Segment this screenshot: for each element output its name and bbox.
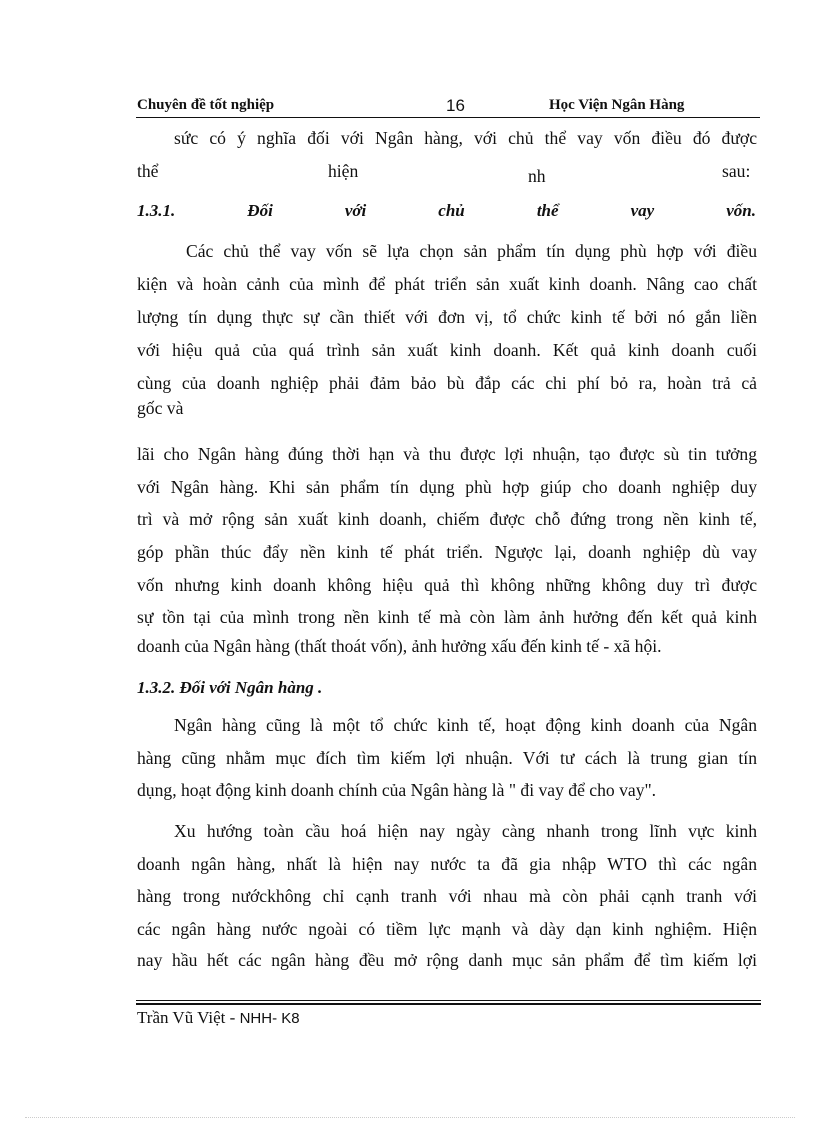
text-line: lượng tín dụng thực sự cần thiết với đơn vị, tổ chức kinh tế bởi nó gắn liền: [137, 307, 757, 327]
heading-word: 1.3.1.: [137, 201, 176, 220]
heading-word: chủ: [438, 201, 465, 220]
heading-word: với: [344, 201, 367, 220]
text-word: hiện: [328, 161, 359, 181]
text-line: Xu hướng toàn cầu hoá hiện nay ngày càng nhanh trong lĩnh vực kinh: [174, 821, 757, 841]
text-line: vốn nhưng kinh doanh không hiệu quả thì không những không duy trì được: [137, 575, 757, 595]
footer-rule: [136, 1000, 761, 1001]
heading-word: Đối: [247, 201, 273, 220]
text-word: nh: [528, 166, 546, 186]
section-heading-1-3-1: [137, 201, 756, 221]
text-line: cùng của doanh nghiệp phải đảm bảo bù đắp các chi phí bỏ ra, hoàn trả cả: [137, 373, 757, 393]
text-line: kiện và hoàn cảnh của mình để phát triển sản xuất kinh doanh. Nâng cao chất: [137, 274, 757, 294]
text-line: trì và mở rộng sản xuất kinh doanh, chiếm được chỗ đứng trong nền kinh tế,: [137, 509, 757, 529]
heading-word: thể: [536, 201, 559, 220]
footer-author-name: Trần Vũ Việt -: [137, 1008, 236, 1027]
heading-word: vay: [630, 201, 655, 220]
text-line: Ngân hàng cũng là một tổ chức kinh tế, hoạt động kinh doanh của Ngân: [174, 715, 757, 735]
text-line: sự tồn tại của mình trong nền kinh tế mà còn làm ảnh hưởng đến kết quả kinh: [137, 607, 757, 627]
text-line: doanh ngân hàng, nhất là hiện nay nước ta đã gia nhập WTO thì các ngân: [137, 854, 757, 874]
text-line: Các chủ thể vay vốn sẽ lựa chọn sản phẩm tín dụng phù hợp với điều: [186, 241, 757, 261]
text-line: nay hầu hết các ngân hàng đều mở rộng danh mục sản phẩm để tìm kiếm lợi: [137, 950, 757, 970]
text-line: góp phần thúc đẩy nền kinh tế phát triển. Ngược lại, doanh nghiệp dù vay: [137, 542, 757, 562]
heading-word: vốn.: [726, 201, 756, 220]
footer-class-code: NHH- K8: [239, 1010, 300, 1027]
page-number: 16: [446, 96, 465, 115]
text-line: các ngân hàng nước ngoài có tiềm lực mạnh và dày dạn kinh nghiệm. Hiện: [137, 919, 757, 939]
text-line: với Ngân hàng. Khi sản phẩm tín dụng phù hợp giúp cho doanh nghiệp duy: [137, 477, 757, 497]
text-word: thể: [137, 161, 159, 181]
text-line: sức có ý nghĩa đối với Ngân hàng, với chủ thể vay vốn điều đó được: [174, 128, 757, 148]
footer-author: [137, 1008, 300, 1028]
text-line: với hiệu quả của quá trình sản xuất kinh doanh. Kết quả kinh doanh cuối: [137, 340, 757, 360]
text-line: dụng, hoạt động kinh doanh chính của Ngân hàng là " đi vay để cho vay".: [137, 780, 657, 800]
text-line: lãi cho Ngân hàng đúng thời hạn và thu được lợi nhuận, tạo được sù tin tưởng: [137, 444, 757, 464]
text-word: sau:: [722, 161, 751, 181]
text-line: doanh của Ngân hàng (thất thoát vốn), ảnh hưởng xấu đến kinh tế - xã hội.: [137, 636, 662, 656]
text-line: gốc và: [137, 398, 184, 418]
text-line: hàng trong nướckhông chỉ cạnh tranh với nhau mà còn phải cạnh tranh với: [137, 886, 757, 906]
text-line: hàng cũng nhằm mục đích tìm kiếm lợi nhuận. Với tư cách là trung gian tín: [137, 748, 757, 768]
header-title: Chuyên đề tốt nghiệp: [137, 97, 275, 113]
header-rule: [136, 117, 760, 118]
header-school: Học Viện Ngân Hàng: [549, 97, 685, 113]
page-bottom-dotted-line: [25, 1117, 795, 1118]
footer-rule-thick: [136, 1003, 761, 1005]
section-heading-1-3-2: 1.3.2. Đối với Ngân hàng .: [137, 678, 323, 697]
